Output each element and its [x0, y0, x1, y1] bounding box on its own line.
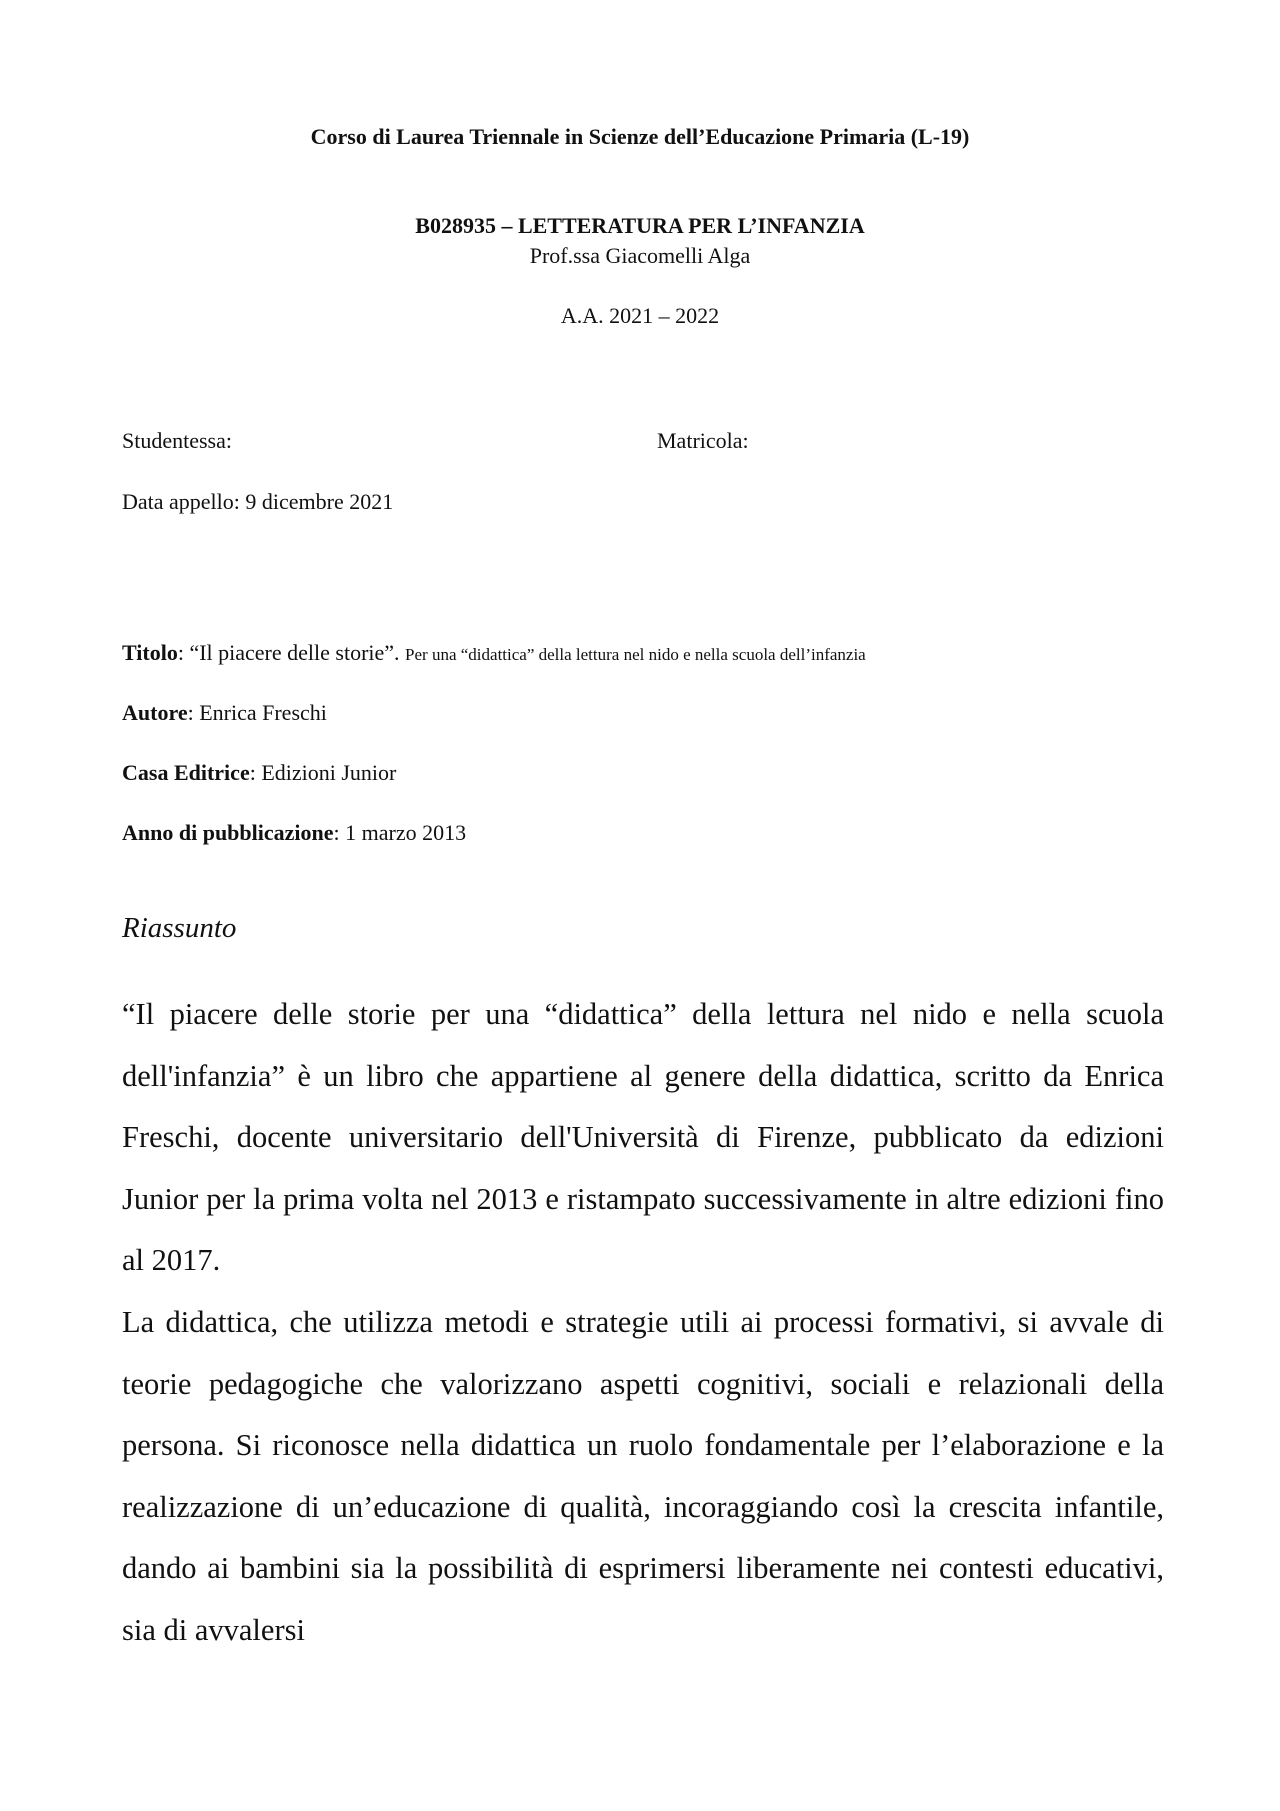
academic-year: A.A. 2021 – 2022	[560, 303, 720, 328]
summary-paragraph-1: “Il piacere delle storie per una “didattica” della lettura nel nido e nella scuola dell'infanzia” è un libro che appartiene al genere della didattica, scritto da Enrica Freschi, docente universitario dell'Università di Firenze, pubblicato da edizioni Junior per la prima volta nel 2013 e ristampato successivamente in altre edizioni fino al 2017.	[122, 997, 1164, 1277]
student-label: Studentessa:	[122, 428, 232, 453]
book-title-main: : “Il piacere delle storie”.	[177, 640, 406, 665]
book-author-value: : Enrica Freschi	[187, 700, 327, 725]
summary-paragraph-2: La didattica, che utilizza metodi e strategie utili ai processi formativi, si avvale di teorie pedagogiche che valorizzano aspetti cognitivi, sociali e relazionali della persona. Si riconosce nella didattica un ruolo fondamentale per l’elaborazione e la realizzazione di un’educazione di qualità, incoraggiando così la crescita infantile, dando ai bambini sia la possibilità di esprimersi liberamente nei contesti educativi, sia di avvalersi	[122, 1305, 1164, 1647]
book-title-row	[122, 640, 866, 666]
book-author-row	[122, 700, 327, 726]
summary-heading: Riassunto	[122, 912, 237, 944]
book-year-label: Anno di pubblicazione	[122, 820, 334, 845]
book-year-row	[122, 820, 466, 846]
book-publisher-value: : Edizioni Junior	[249, 760, 397, 785]
book-author-label: Autore	[122, 700, 188, 725]
course-title: Corso di Laurea Triennale in Scienze dell’Educazione Primaria (L-19)	[310, 124, 970, 149]
book-publisher-row	[122, 760, 396, 786]
book-year-value: : 1 marzo 2013	[333, 820, 467, 845]
matricola-label: Matricola:	[657, 428, 749, 453]
book-title-subtitle: Per una “didattica” della lettura nel nido e nella scuola dell’infanzia	[405, 645, 866, 664]
book-title-label: Titolo	[122, 640, 178, 665]
professor-name: Prof.ssa Giacomelli Alga	[529, 243, 751, 268]
book-publisher-label: Casa Editrice	[122, 760, 250, 785]
exam-date: Data appello: 9 dicembre 2021	[122, 489, 394, 514]
subject-title: B028935 – LETTERATURA PER L’INFANZIA	[415, 213, 865, 238]
